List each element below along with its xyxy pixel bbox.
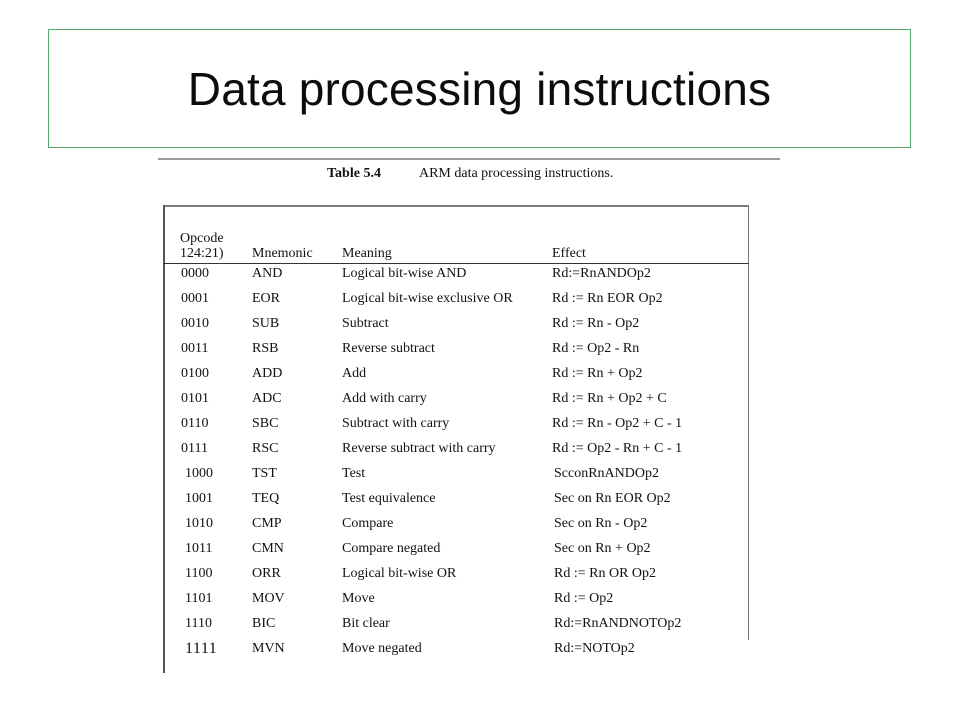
cell-opcode: 0011 bbox=[181, 341, 209, 356]
cell-mnemonic: RSB bbox=[252, 341, 279, 356]
cell-effect: Rd := Rn EOR Op2 bbox=[552, 291, 663, 306]
instruction-table bbox=[163, 205, 749, 673]
cell-effect: Rd := Rn OR Op2 bbox=[554, 566, 657, 581]
cell-meaning: Compare bbox=[342, 516, 394, 531]
header-meaning: Meaning bbox=[342, 246, 392, 261]
cell-opcode: 0010 bbox=[181, 316, 209, 331]
cell-meaning: Move negated bbox=[342, 641, 422, 656]
slide-title-box bbox=[48, 29, 911, 148]
cell-opcode: 1110 bbox=[185, 616, 212, 631]
table-row bbox=[163, 616, 749, 641]
table-top-rule bbox=[158, 158, 780, 160]
table-row bbox=[163, 491, 749, 516]
cell-opcode: 0000 bbox=[181, 266, 209, 281]
cell-meaning: Subtract with carry bbox=[342, 416, 450, 431]
cell-opcode: 1111 bbox=[185, 640, 218, 657]
cell-effect: Sec on Rn EOR Op2 bbox=[554, 491, 671, 506]
cell-mnemonic: EOR bbox=[252, 291, 280, 306]
table-row bbox=[163, 466, 749, 491]
table-row bbox=[163, 391, 749, 416]
cell-mnemonic: MOV bbox=[252, 591, 285, 606]
cell-meaning: Compare negated bbox=[342, 541, 441, 556]
cell-effect: Rd:=RnANDOp2 bbox=[552, 266, 651, 281]
table-row bbox=[163, 266, 749, 291]
cell-opcode: 1100 bbox=[185, 566, 213, 581]
cell-meaning: Bit clear bbox=[342, 616, 390, 631]
header-mnemonic: Mnemonic bbox=[252, 246, 313, 261]
cell-meaning: Test bbox=[342, 466, 366, 481]
cell-mnemonic: CMN bbox=[252, 541, 284, 556]
cell-effect: Sec on Rn - Op2 bbox=[554, 516, 648, 531]
cell-effect: Sec on Rn + Op2 bbox=[554, 541, 651, 556]
cell-mnemonic: TST bbox=[252, 466, 277, 481]
table-row bbox=[163, 591, 749, 616]
cell-mnemonic: CMP bbox=[252, 516, 282, 531]
cell-effect: Rd := Op2 bbox=[554, 591, 614, 606]
cell-effect: Rd:=RnANDNOTOp2 bbox=[554, 616, 682, 631]
table-header-bottom-rule bbox=[163, 263, 749, 264]
table-caption-text: ARM data processing instructions. bbox=[418, 166, 614, 181]
header-opcode-line1: Opcode bbox=[180, 231, 224, 246]
cell-effect: Rd := Op2 - Rn bbox=[552, 341, 640, 356]
cell-meaning: Logical bit-wise AND bbox=[342, 266, 467, 281]
cell-meaning: Logical bit-wise exclusive OR bbox=[342, 291, 513, 306]
cell-mnemonic: RSC bbox=[252, 441, 279, 456]
cell-effect: Rd := Rn - Op2 + C - 1 bbox=[552, 416, 683, 431]
cell-meaning: Add with carry bbox=[342, 391, 427, 406]
cell-mnemonic: SBC bbox=[252, 416, 279, 431]
cell-opcode: 0101 bbox=[181, 391, 209, 406]
cell-opcode: 0111 bbox=[181, 441, 208, 456]
table-row bbox=[163, 516, 749, 541]
cell-mnemonic: ADC bbox=[252, 391, 282, 406]
cell-meaning: Move bbox=[342, 591, 375, 606]
header-effect: Effect bbox=[552, 246, 586, 261]
cell-meaning: Reverse subtract with carry bbox=[342, 441, 496, 456]
table-caption-number: Table 5.4 bbox=[327, 166, 381, 181]
table-row bbox=[163, 291, 749, 316]
table-row bbox=[163, 566, 749, 591]
cell-mnemonic: SUB bbox=[252, 316, 280, 331]
cell-opcode: 1000 bbox=[185, 466, 213, 481]
cell-meaning: Subtract bbox=[342, 316, 389, 331]
table-row bbox=[163, 341, 749, 366]
table-row bbox=[163, 441, 749, 466]
table-body bbox=[163, 266, 749, 666]
cell-opcode: 1011 bbox=[185, 541, 213, 556]
cell-effect: ScconRnANDOp2 bbox=[554, 466, 659, 481]
cell-meaning: Reverse subtract bbox=[342, 341, 435, 356]
header-opcode-line2: 124:21) bbox=[180, 246, 224, 261]
slide-title: Data processing instructions bbox=[187, 62, 772, 115]
cell-opcode: 0100 bbox=[181, 366, 209, 381]
table-caption bbox=[327, 166, 613, 182]
cell-meaning: Logical bit-wise OR bbox=[342, 566, 457, 581]
cell-effect: Rd := Rn + Op2 + C bbox=[552, 391, 667, 406]
table-row bbox=[163, 541, 749, 566]
cell-meaning: Test equivalence bbox=[342, 491, 436, 506]
cell-effect: Rd := Rn + Op2 bbox=[552, 366, 643, 381]
cell-mnemonic: TEQ bbox=[252, 491, 280, 506]
cell-mnemonic: ADD bbox=[252, 366, 283, 381]
cell-mnemonic: MVN bbox=[252, 641, 285, 656]
cell-mnemonic: ORR bbox=[252, 566, 281, 581]
table-row bbox=[163, 416, 749, 441]
cell-opcode: 0110 bbox=[181, 416, 209, 431]
cell-meaning: Add bbox=[342, 366, 367, 381]
cell-opcode: 1001 bbox=[185, 491, 213, 506]
cell-opcode: 0001 bbox=[181, 291, 209, 306]
cell-opcode: 1101 bbox=[185, 591, 213, 606]
cell-effect: Rd:=NOTOp2 bbox=[554, 641, 635, 656]
cell-mnemonic: AND bbox=[252, 266, 283, 281]
cell-mnemonic: BIC bbox=[252, 616, 276, 631]
table-row bbox=[163, 316, 749, 341]
cell-effect: Rd := Op2 - Rn + C - 1 bbox=[552, 441, 683, 456]
table-header-top-rule bbox=[163, 205, 749, 207]
table-row bbox=[163, 366, 749, 391]
cell-effect: Rd := Rn - Op2 bbox=[552, 316, 640, 331]
cell-opcode: 1010 bbox=[185, 516, 213, 531]
table-row bbox=[163, 641, 749, 666]
